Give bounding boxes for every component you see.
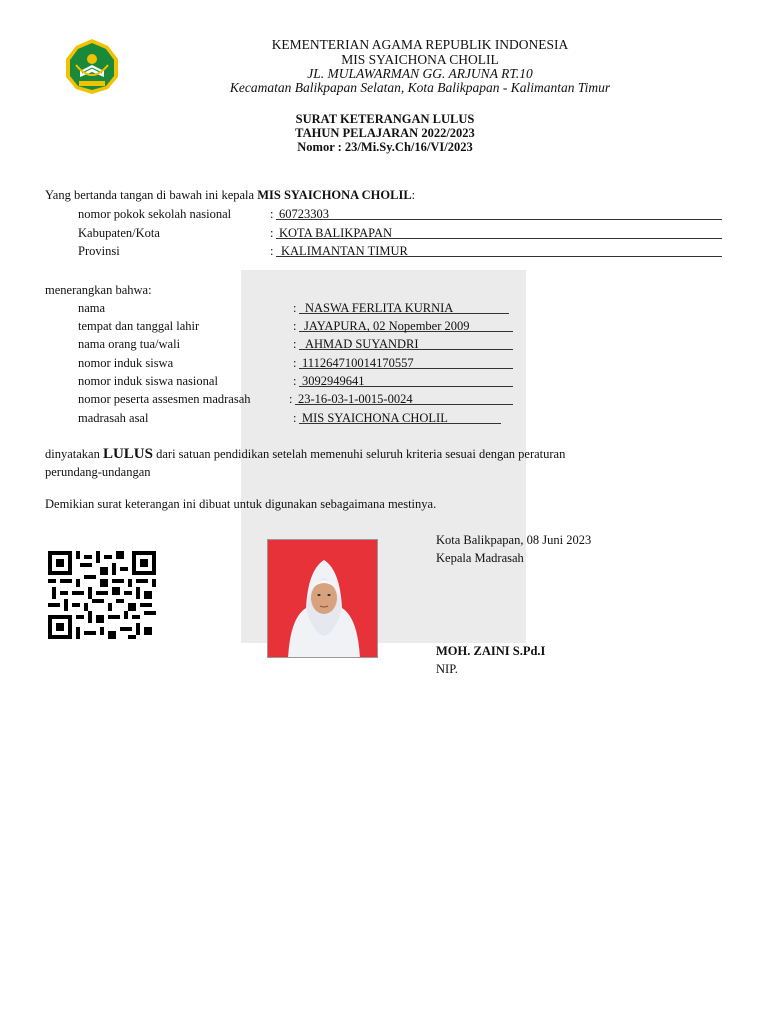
- student-photo: [267, 539, 378, 658]
- birth-line: [299, 317, 513, 332]
- declares-text: menerangkan bahwa:: [45, 283, 152, 297]
- student-name-line: [299, 299, 509, 314]
- exam-value: 23-16-03-1-0015-0024: [298, 392, 413, 406]
- signature-name: MOH. ZAINI S.Pd.I: [436, 644, 546, 658]
- nis-line: [299, 354, 513, 369]
- signature-nip: NIP.: [436, 662, 458, 676]
- student-name-sep: :: [293, 301, 297, 315]
- nisn-line: [299, 372, 513, 387]
- qr-code-icon: [48, 551, 156, 639]
- birth-label: tempat dan tanggal lahir: [78, 319, 200, 333]
- doc-number: Nomor : 23/Mi.Sy.Ch/16/VI/2023: [297, 140, 473, 154]
- birth-value: JAYAPURA, 02 Nopember 2009: [304, 319, 470, 333]
- student-name-label: nama: [78, 301, 106, 315]
- province-sep: :: [270, 244, 274, 258]
- header-school: MIS SYAICHONA CHOLIL: [341, 52, 499, 67]
- exam-line: [295, 390, 513, 405]
- student-name-value: NASWA FERLITA KURNIA: [305, 301, 454, 315]
- origin-label: madrasah asal: [78, 411, 149, 425]
- kemenag-logo-icon: [52, 37, 132, 95]
- intro-text: Yang bertanda tangan di bawah ini kepala: [45, 188, 255, 202]
- result-prefix: dinyatakan: [45, 447, 100, 461]
- npsn-value: 60723303: [279, 207, 329, 221]
- parent-sep: :: [293, 337, 297, 351]
- nisn-sep: :: [293, 374, 297, 388]
- header-address: JL. MULAWARMAN GG. ARJUNA RT.10: [307, 66, 533, 81]
- city-label: Kabupaten/Kota: [78, 226, 160, 240]
- city-line: [276, 224, 722, 239]
- nis-sep: :: [293, 356, 297, 370]
- province-line: [276, 242, 722, 257]
- nisn-value: 3092949641: [302, 374, 365, 388]
- intro-line: [45, 188, 415, 203]
- province-value: KALIMANTAN TIMUR: [281, 244, 408, 258]
- result-suffix: dari satuan pendidikan setelah memenuhi seluruh kriteria sesuai dengan peraturan: [156, 447, 566, 461]
- parent-value: AHMAD SUYANDRI: [305, 337, 419, 351]
- signature-place-date: Kota Balikpapan, 08 Juni 2023: [436, 533, 592, 547]
- closing-text: Demikian surat keterangan ini dibuat untuk digunakan sebagaimana mestinya.: [45, 497, 437, 511]
- result-line2: perundang-undangan: [45, 465, 151, 479]
- province-label: Provinsi: [78, 244, 120, 258]
- city-value: KOTA BALIKPAPAN: [279, 226, 393, 240]
- nis-label: nomor induk siswa: [78, 356, 174, 370]
- birth-sep: :: [293, 319, 297, 333]
- header-ministry: KEMENTERIAN AGAMA REPUBLIK INDONESIA: [271, 37, 569, 52]
- parent-line: [299, 335, 513, 350]
- intro-school: MIS SYAICHONA CHOLIL: [257, 188, 412, 202]
- origin-value: MIS SYAICHONA CHOLIL: [302, 411, 448, 425]
- npsn-label: nomor pokok sekolah nasional: [78, 207, 232, 221]
- result-line: [45, 447, 565, 462]
- npsn-line: [276, 205, 722, 220]
- result-status: LULUS: [102, 446, 153, 462]
- city-sep: :: [270, 226, 274, 240]
- exam-label: nomor peserta assesmen madrasah: [78, 392, 251, 406]
- header-district: Kecamatan Balikpapan Selatan, Kota Balikpapan - Kalimantan Timur: [229, 80, 611, 95]
- parent-label: nama orang tua/wali: [78, 337, 181, 351]
- doc-year: TAHUN PELAJARAN 2022/2023: [295, 126, 475, 140]
- origin-sep: :: [293, 411, 297, 425]
- npsn-sep: :: [270, 207, 274, 221]
- nis-value: 111264710014170557: [302, 356, 414, 370]
- origin-line: [299, 409, 501, 424]
- exam-sep: :: [289, 392, 293, 406]
- signature-position: Kepala Madrasah: [436, 551, 524, 565]
- intro-colon: :: [411, 188, 416, 202]
- nisn-label: nomor induk siswa nasional: [78, 374, 218, 388]
- doc-title: SURAT KETERANGAN LULUS: [295, 112, 475, 126]
